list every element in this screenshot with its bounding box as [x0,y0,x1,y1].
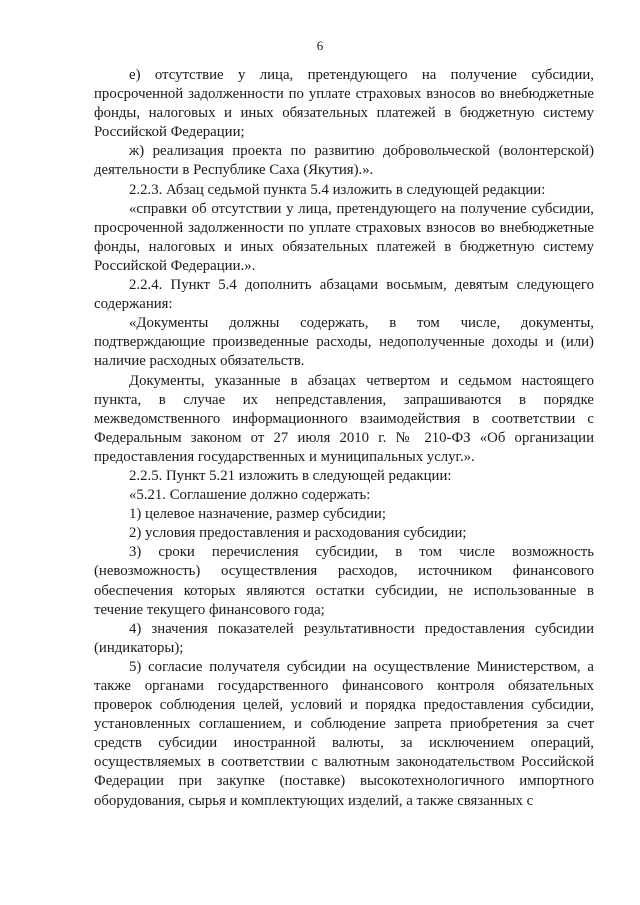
paragraph-subclause-zh: ж) реализация проекта по развитию добровольческой (волонтерской) деятельности в Республике Саха (Якутия).». [94,143,594,179]
paragraph-documents-content: «Документы должны содержать, в том числе, документы, подтверждающие произведенные расходы, недополученные доходы и (или) наличие расходных обязательств. [94,315,594,370]
paragraph-subclause-e: е) отсутствие у лица, претендующего на получение субсидии, просроченной задолженности по уплате страховых взносов во внебюджетные фонды, налоговых и иных обязательных платежей в бюджетную систему Российской Федерации; [94,67,594,141]
page-number: 6 [316,38,324,53]
paragraph-documents-request: Документы, указанные в абзацах четвертом и седьмом настоящего пункта, в случае их непредставления, запрашиваются в порядке межведомственного информационного взаимодействия в соответствии с Федеральным законом от 27 июля 2010 г. № 210-ФЗ «Об организации предоставления государственных и муниципальных услуг.». [94,372,594,465]
list-item-1: 1) целевое назначение, размер субсидии; [129,506,386,523]
list-item-5: 5) согласие получателя субсидии на осуществление Министерством, а также органами государственного финансового контроля обязательных проверок соблюдения целей, условий и порядка предоставления субсидии, установленных соглашением, и соблюдение запрета приобретения за счет средств субсидии иностранной валюты, за исключением операций, осуществляемых в соответствии с валютным законодательством Российской Федерации при закупке (поставке) высокотехнологичного импортного оборудования, сырья и комплектующих изделий, а также связанных с [94,658,594,809]
paragraph-quoted-certificate: «справки об отсутствии у лица, претендующего на получение субсидии, просроченной задолженности по уплате страховых взносов во внебюджетные фонды, налоговых и иных обязательных платежей в бюджетную систему Российской Федерации.». [94,200,594,274]
list-item-4: 4) значения показателей результативности предоставления субсидии (индикаторы); [94,620,594,656]
paragraph-5-21-heading: «5.21. Соглашение должно содержать: [129,487,371,504]
list-item-2: 2) условия предоставления и расходования субсидии; [129,525,467,542]
paragraph-2-2-4: 2.2.4. Пункт 5.4 дополнить абзацами восьмым, девятым следующего содержания: [94,277,594,313]
paragraph-2-2-3: 2.2.3. Абзац седьмой пункта 5.4 изложить в следующей редакции: [129,181,546,198]
list-item-3: 3) сроки перечисления субсидии, в том числе возможность (невозможность) осуществления расходов, источником финансового обеспечения которых являются остатки субсидии, не использованные в течение текущего финансового года; [94,544,594,618]
paragraph-2-2-5: 2.2.5. Пункт 5.21 изложить в следующей редакции: [129,467,452,484]
document-body [94,66,594,811]
